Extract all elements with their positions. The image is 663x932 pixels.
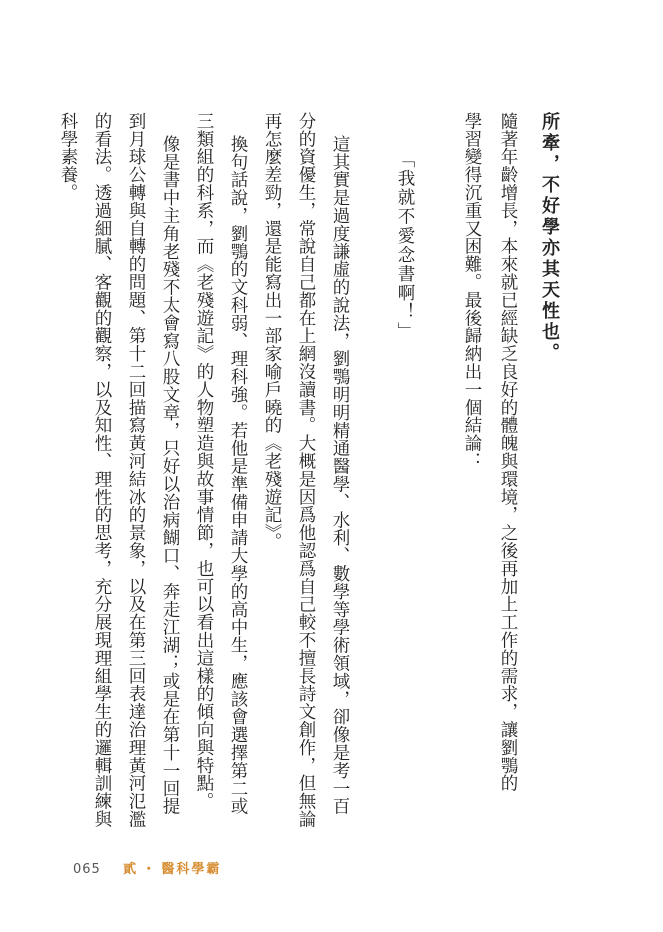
text-column: 換句話說，劉鶚的文科弱、理科強。若他是準備申請大學的高中生，應該會選擇第二或 (228, 135, 248, 816)
text-column: 像是書中主角老殘不太會寫八股文章，只好以治病餬口、奔走江湖；或是在第十一回提 (160, 135, 180, 816)
text-column: 三類組的科系，而《老殘遊記》的人物塑造與故事情節，也可以看出這樣的傾向與特點。 (194, 112, 214, 811)
text-column: 再怎麼差勁，還是能寫出一部家喻戶曉的《老殘遊記》。 (262, 112, 282, 551)
text-column: 科學素養。 (58, 112, 78, 202)
chapter-separator: ・ (142, 862, 158, 877)
opening-line: 所牽，不好學亦其天性也。 (539, 112, 560, 364)
text-column: 學習變得沉重又困難。最後歸納出一個結論： (462, 112, 482, 470)
page-number: 065 (73, 862, 101, 877)
text-column: 的看法。透過細膩、客觀的觀察，以及知性、理性的思考，充分展現理組學生的邏輯訓練與 (92, 112, 112, 828)
chapter-title: 醫科學霸 (161, 862, 222, 877)
chapter-number: 貳 (123, 862, 139, 877)
page-footer (73, 862, 221, 878)
text-column: 到月球公轉與自轉的問題、第十二回描寫黃河結冰的景象，以及在第三回表達治理黃河氾濫 (126, 112, 146, 828)
text-column: 這其實是過度謙虛的說法，劉鶚明明精通醫學、水利、數學等學術領域，卻像是考一百 (330, 135, 350, 816)
text-column: 分的資優生，常說自己都在上網沒讀書。大概是因爲他認爲自己較不擅長詩文創作，但無論 (296, 112, 316, 828)
quote-column: 「我就不愛念書啊！」 (395, 150, 415, 341)
text-column: 隨著年齡增長，本來就已經缺乏良好的體魄與環境，之後再加上工作的需求，讓劉鶚的 (498, 112, 518, 793)
